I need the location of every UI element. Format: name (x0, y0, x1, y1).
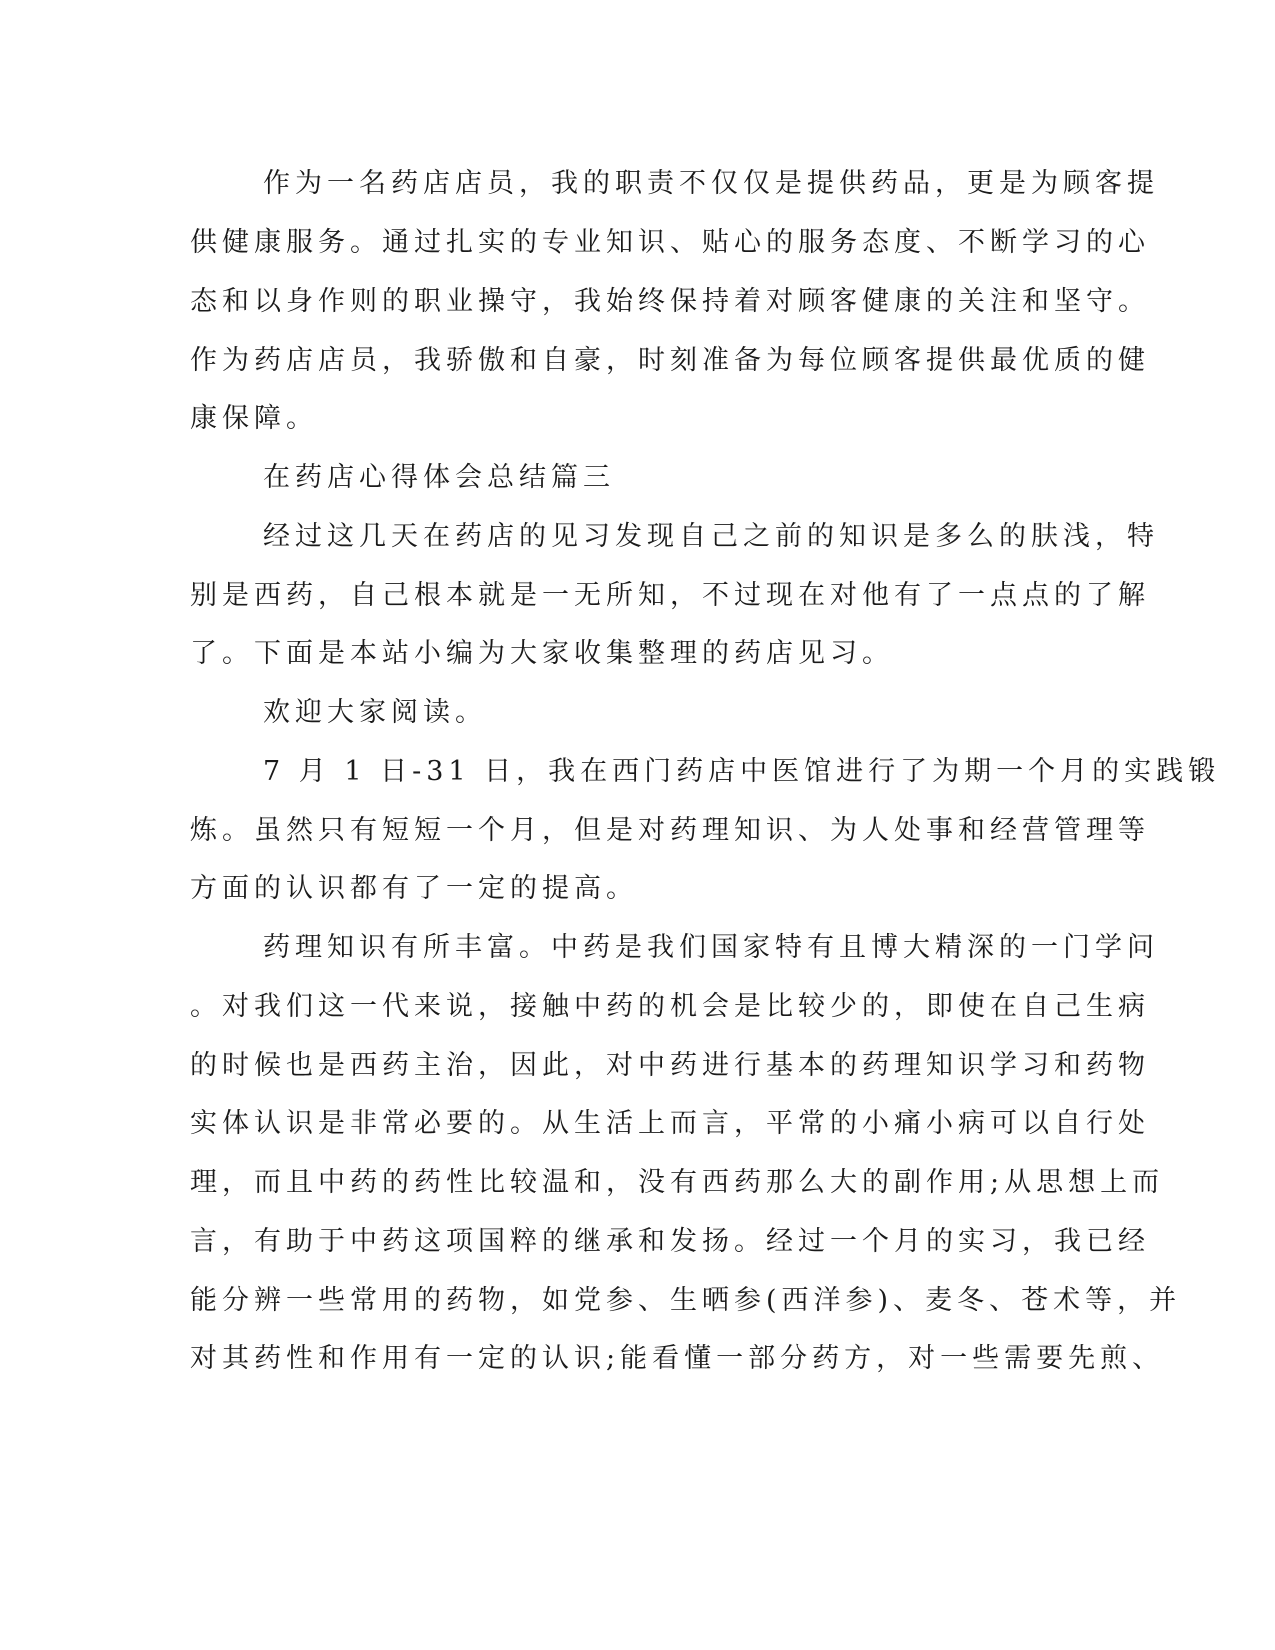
paragraph-line: 言，有助于中药这项国粹的继承和发扬。经过一个月的实习，我已经 (190, 1226, 1150, 1257)
paragraph-line: 作为药店店员，我骄傲和自豪，时刻准备为每位顾客提供最优质的健 (190, 345, 1150, 376)
paragraph-line: 方面的认识都有了一定的提高。 (190, 873, 638, 904)
paragraph-line: 康保障。 (190, 403, 318, 434)
paragraph-line: 。对我们这一代来说，接触中药的机会是比较少的，即使在自己生病 (190, 991, 1150, 1022)
paragraph-line: 能分辨一些常用的药物，如党参、生晒参(西洋参)、麦冬、苍术等，并 (190, 1285, 1182, 1316)
paragraph-line: 7 月 1 日-31 日，我在西门药店中医馆进行了为期一个月的实践锻 (263, 756, 1221, 787)
paragraph-line: 炼。虽然只有短短一个月，但是对药理知识、为人处事和经营管理等 (190, 815, 1150, 846)
paragraph-line: 欢迎大家阅读。 (263, 697, 487, 728)
paragraph-line: 经过这几天在药店的见习发现自己之前的知识是多么的肤浅，特 (263, 521, 1159, 552)
paragraph-line: 了。下面是本站小编为大家收集整理的药店见习。 (190, 638, 894, 669)
paragraph-line: 的时候也是西药主治，因此，对中药进行基本的药理知识学习和药物 (190, 1050, 1150, 1081)
paragraph-line: 态和以身作则的职业操守，我始终保持着对顾客健康的关注和坚守。 (190, 286, 1150, 317)
paragraph-line: 实体认识是非常必要的。从生活上而言，平常的小痛小病可以自行处 (190, 1108, 1150, 1139)
paragraph-line: 作为一名药店店员，我的职责不仅仅是提供药品，更是为顾客提 (263, 168, 1159, 199)
section-heading: 在药店心得体会总结篇三 (263, 462, 615, 493)
paragraph-line: 对其药性和作用有一定的认识;能看懂一部分药方，对一些需要先煎、 (190, 1343, 1165, 1374)
paragraph-line: 别是西药，自己根本就是一无所知，不过现在对他有了一点点的了解 (190, 580, 1150, 611)
paragraph-line: 理，而且中药的药性比较温和，没有西药那么大的副作用;从思想上而 (190, 1167, 1165, 1198)
paragraph-line: 药理知识有所丰富。中药是我们国家特有且博大精深的一门学问 (263, 932, 1159, 963)
paragraph-line: 供健康服务。通过扎实的专业知识、贴心的服务态度、不断学习的心 (190, 227, 1150, 258)
